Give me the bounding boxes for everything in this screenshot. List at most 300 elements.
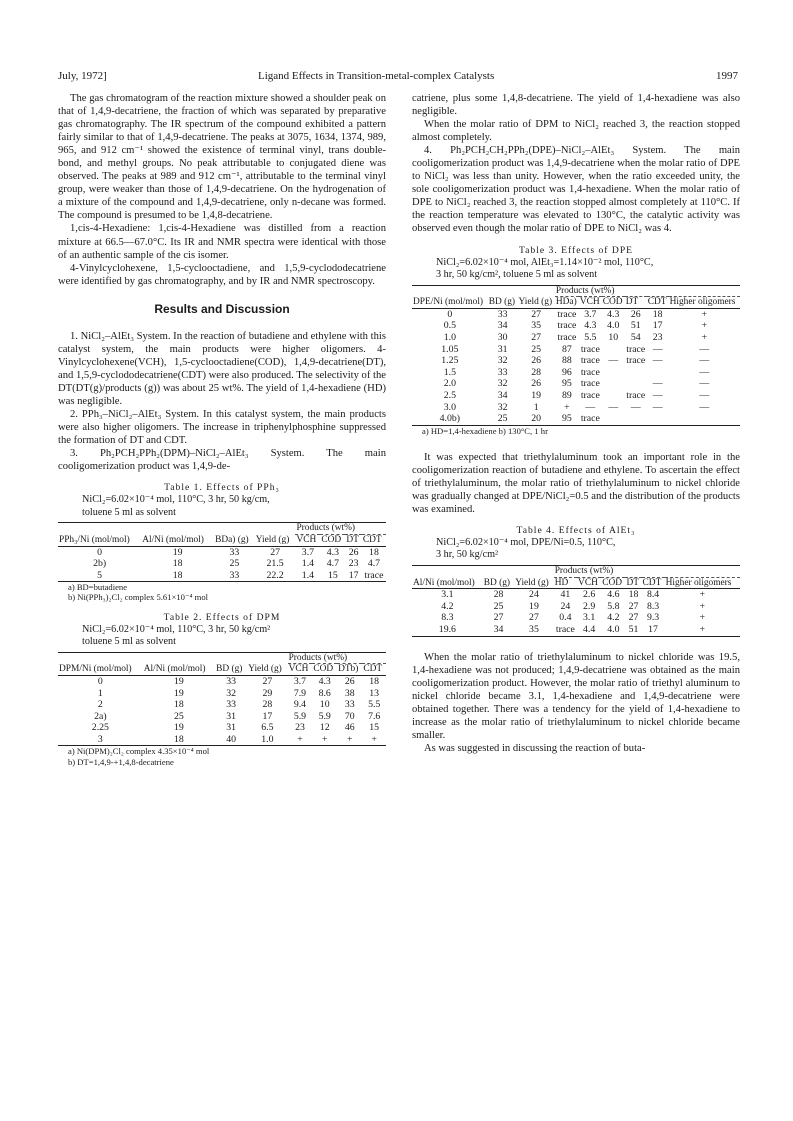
table-cell: 19 — [174, 722, 184, 734]
column-header: DT — [626, 577, 639, 588]
table-cell: 25 — [531, 343, 542, 355]
table-cell: 33 — [344, 699, 355, 711]
table-cell: 87 — [561, 343, 572, 355]
paragraph: The gas chromatogram of the reaction mixture showed a shoulder peak on that of 1,4,9-decatriene, the fraction of which was separated by preparative gas chromatography. The IR spectrum of the compound exhibited a pattern fairly similar to that of 1,4,9-decatriene. The peaks at 3075, 1634, 1374, 989, 965, and 912 cm⁻¹ showed the existence of terminal vinyl, trans double-bond, and methyl groups. No peak attributable to conjugated diene was observed. The peaks at 989 and 912 cm⁻¹, attributable to the terminal vinyl group, were weaker than those of 1,4,9-decatriene. On the hydrogenation of a mixture of the compound and 1,4,9-decatriene, only n-decane was formed. The compound is presumed to be 1,4,8-decatriene. — [58, 93, 386, 222]
table-cell: 17 — [262, 710, 273, 722]
column-header: COD — [313, 664, 334, 675]
table-cell: 15 — [327, 569, 338, 581]
table-cell: 23 — [348, 558, 359, 570]
table-cell: 5.8 — [607, 600, 620, 612]
table-cell: 89 — [561, 389, 572, 401]
table-cell: 3.7 — [293, 675, 307, 687]
table-cell: 2.0 — [443, 378, 456, 390]
table-cell: 29 — [262, 687, 273, 699]
table-cell: 28 — [262, 699, 273, 711]
table-cell: 34 — [493, 623, 504, 635]
table-cell: trace — [580, 355, 600, 367]
table-cell: 33 — [226, 675, 237, 687]
table-title: Table 4. Effects of AlEt₃ — [516, 524, 636, 536]
table-cell: 8.3 — [646, 600, 660, 612]
data-table — [58, 522, 386, 582]
table-cell: — — [630, 401, 641, 413]
table-cell: 27 — [270, 546, 281, 558]
table-row — [412, 332, 740, 344]
table-cell: 1 — [97, 687, 103, 699]
table-cell: 1.4 — [301, 558, 315, 570]
table-row — [58, 558, 386, 570]
paragraph: As was suggested in discussing the reaction of buta- — [424, 742, 646, 754]
column-header: BD (g) — [216, 664, 243, 675]
table-row — [412, 344, 740, 356]
column-header: PPh₃/Ni (mol/mol) — [59, 534, 130, 545]
table-cell: trace — [580, 389, 600, 401]
table-cell: 4.0 — [607, 320, 620, 332]
table-cell: trace — [580, 378, 600, 390]
table-cell: — — [608, 401, 619, 413]
table-cell: trace — [626, 389, 646, 401]
table-cell: 3.1 — [583, 612, 596, 624]
column-header: HD — [554, 577, 569, 588]
table-conditions: NiCl₂=6.02×10⁻⁴ mol, DPE/Ni=0.5, 110°C, — [436, 536, 616, 548]
table-cell: 19 — [174, 675, 184, 687]
table-cell: 30 — [497, 331, 508, 343]
table-cell: 5 — [97, 569, 103, 581]
column-header: VCH — [288, 664, 309, 675]
table-footnote: a) BD=butadiene — [68, 582, 128, 593]
table-cell — [602, 378, 625, 390]
table-cell: 9.3 — [646, 612, 660, 624]
table-cell: 33 — [497, 308, 508, 320]
table-row — [412, 308, 740, 320]
table-cell: 3.1 — [441, 589, 454, 601]
table-cell: — — [608, 355, 619, 367]
table-cell: 4.3 — [607, 308, 620, 320]
table-cell: 1.25 — [441, 355, 459, 367]
column-header: Al/Ni (mol/mol) — [143, 664, 206, 675]
table-cell: 1.4 — [301, 569, 315, 581]
table-row — [412, 378, 740, 390]
data-table — [412, 285, 740, 426]
table-cell: 5.5 — [584, 331, 597, 343]
table-cell: 3.0 — [443, 401, 456, 413]
column-group-header: Products (wt%) — [554, 565, 740, 577]
table-cell: 96 — [561, 366, 572, 378]
column-header: CDT — [363, 664, 383, 675]
table-cell: — — [699, 401, 710, 413]
column-header: DPE/Ni (mol/mol) — [413, 297, 484, 308]
table-cell: 2.9 — [583, 600, 596, 612]
table-cell: 26 — [531, 355, 542, 367]
table-row — [58, 546, 386, 558]
column-header: HDa) — [555, 297, 577, 308]
table-cell: 19.6 — [438, 623, 456, 635]
table-cell: 35 — [529, 623, 539, 635]
column-header: Yield (g) — [515, 577, 549, 588]
section-heading: Results and Discussion — [154, 301, 290, 316]
table-cell: 31 — [226, 710, 237, 722]
column-header: Yield (g) — [248, 664, 282, 675]
paragraph: 3. Ph₂PCH₂PPh₂(DPM)–NiCl₂–AlEt₃ System. The main cooligomerization product was 1,4,9-de- — [58, 448, 386, 473]
table-cell: 33 — [229, 546, 240, 558]
table-cell: — — [699, 378, 710, 390]
table-cell: 51 — [628, 623, 639, 635]
table-cell: 51 — [630, 320, 641, 332]
paragraph: When the molar ratio of DPM to NiCl₂ reached 3, the reaction stopped almost completely. — [412, 119, 740, 144]
table-conditions: toluene 5 ml as solvent — [82, 506, 176, 518]
table-cell: 18 — [172, 569, 183, 581]
table-cell: 8.4 — [646, 589, 660, 601]
table-footnote: a) Ni(DPM)₂Cl₂ complex 4.35×10⁻⁴ mol — [68, 746, 210, 757]
table-cell: 22.2 — [266, 569, 284, 581]
table-cell: 28 — [531, 366, 542, 378]
data-table — [58, 652, 386, 747]
table-row — [412, 612, 740, 624]
table-cell: 21.5 — [266, 558, 284, 570]
table-cell: + — [297, 733, 303, 745]
table-cell: — — [699, 343, 710, 355]
table-cell: 18 — [628, 589, 639, 601]
table-cell: + — [321, 733, 328, 745]
table-cell: trace — [557, 320, 577, 332]
table-cell: 4.4 — [583, 623, 596, 635]
table-cell: 0 — [447, 308, 453, 320]
table-cell: 28 — [493, 589, 504, 601]
table-cell: + — [701, 331, 708, 343]
table-cell: 35 — [531, 320, 542, 332]
paragraph: 4-Vinylcyclohexene, 1,5-cyclooctadiene, and 1,5,9-cyclododecatriene were identified by gas chromatography, and by IR and NMR spectroscopy. — [58, 262, 386, 287]
table-row — [412, 367, 740, 379]
table-cell: 4.7 — [367, 558, 381, 570]
table-cell: trace — [626, 355, 646, 367]
table-cell: 88 — [561, 355, 572, 367]
column-header: Yield (g) — [255, 534, 290, 545]
table-cell: 33 — [229, 569, 240, 581]
table-cell: 3 — [97, 733, 103, 745]
table-cell: + — [699, 589, 706, 601]
table-cell: 4.6 — [607, 589, 620, 601]
table-cell: + — [701, 320, 708, 332]
table-cell: 0 — [97, 675, 103, 687]
table-cell — [602, 344, 625, 356]
table-cell: 18 — [369, 546, 379, 558]
table-cell: 54 — [630, 331, 641, 343]
column-header: DTb) — [338, 664, 359, 675]
table-cell: + — [371, 733, 377, 745]
table-cell: 1.0 — [261, 733, 274, 745]
table-cell: 27 — [493, 612, 504, 624]
column-header: CDT — [647, 297, 667, 308]
left-column — [58, 92, 386, 767]
table-cell: trace — [580, 413, 600, 425]
page-number: 1997 — [716, 70, 738, 82]
table-conditions: toluene 5 ml as solvent — [82, 636, 176, 648]
table-cell: 46 — [344, 722, 355, 734]
table-cell: 4.3 — [326, 546, 339, 558]
table-cell: 27 — [262, 675, 273, 687]
paragraph: When the molar ratio of triethylaluminum to nickel chloride was 19.5, 1,4-hexadiene was not produced; 1,4,9-decatriene was obtained as the main cooligomerization product. However, the molar ratio of triethyl aluminum to nickel chloride became 3.1, 1,4-hexadiene and 1,4,9-decatriene were obtained together. There was a tendency for the yield of 1,4-hexadiene to increase as the molar ratio of triethylaluminum to nickel chloride became smaller. — [412, 651, 740, 741]
table-cell — [647, 413, 669, 425]
running-header — [58, 70, 738, 84]
table-row — [412, 320, 740, 332]
header-date: July, 1972] — [58, 70, 107, 82]
table-cell: trace — [580, 366, 600, 378]
table-cell: 24 — [529, 589, 539, 601]
table-cell: 9.4 — [293, 699, 307, 711]
table-cell: 19 — [172, 546, 183, 558]
column-header: VCH — [296, 534, 317, 545]
column-header: VCH — [578, 577, 598, 588]
table-cell: 12 — [319, 722, 330, 734]
table-footnote: a) HD=1,4-hexadiene b) 130°C, 1 hr — [422, 425, 548, 436]
column-header: BD (g) — [483, 577, 511, 588]
column-header: Higher oligomers — [665, 577, 732, 588]
table-cell: 32 — [226, 687, 237, 699]
table-cell: 27 — [529, 612, 539, 624]
column-header: DT — [346, 534, 359, 545]
table-cell: 26 — [348, 546, 359, 558]
column-header: Yield (g) — [518, 297, 553, 308]
column-header: COD — [602, 577, 623, 588]
table-cell: 31 — [497, 343, 508, 355]
column-header: Higher oligomers — [669, 297, 736, 308]
table-cell: + — [346, 733, 353, 745]
table-row — [412, 390, 740, 402]
right-column — [412, 92, 740, 755]
table-cell: 7.6 — [368, 710, 381, 722]
table-conditions: 3 hr, 50 kg/cm², toluene 5 ml as solvent — [436, 269, 598, 281]
table-row — [58, 699, 386, 711]
table-cell: 26 — [630, 308, 641, 320]
table-row — [58, 711, 386, 723]
paragraph: It was expected that triethylaluminum took an important role in the cooligomerization reaction of butadiene and ethylene. To ascertain the effect of triethylaluminum, the molar ratio of triethylaluminum to nickel chloride was gradually changed at DPE/NiCl₂=0.5 and the distribution of the products was examined. — [412, 451, 740, 515]
table-cell: + — [564, 401, 570, 413]
table-cell: 33 — [226, 699, 237, 711]
table-cell: 0 — [97, 546, 103, 558]
column-header: CDT — [642, 577, 662, 588]
table-cell: 38 — [344, 687, 355, 699]
table-conditions: NiCl₂=6.02×10⁻⁴ mol, 110°C, 3 hr, 50 kg/cm, — [82, 494, 270, 506]
table-cell — [669, 413, 740, 425]
table-cell: 17 — [648, 623, 658, 635]
table-row — [58, 675, 386, 687]
table-cell: 6.5 — [261, 722, 274, 734]
table-row — [58, 570, 386, 582]
paragraph: 4. Ph₂PCH₂CH₂PPh₂(DPE)–NiCl₂–AlEt₃ System. The main cooligomerization product was 1,4,9-decatriene when the molar ratio of DPE to NiCl₂ was less than unity. However, when the ratio exceeded unity, the sole cooligomerization product was 1,4-hexadiene. When the molar ratio of DPE to NiCl₂ reached 3, the reaction stopped almost completely at 110°C. If the reaction temperature was elevated to 130°C, the catalytic activity was observed even though the molar ratio of DPE to NiCl₂ was 4. — [412, 145, 740, 235]
table-cell: trace — [557, 308, 577, 320]
table-cell: 26 — [531, 378, 542, 390]
table-cell: — — [699, 389, 710, 401]
table-conditions: NiCl₂=6.02×10⁻⁴ mol, AlEt₃=1.14×10⁻² mol, 110°C, — [436, 256, 654, 268]
header-title: Ligand Effects in Transition-metal-complex Catalysts — [258, 70, 495, 82]
table-3 — [412, 244, 740, 437]
column-group-header: Products (wt%) — [555, 285, 740, 297]
table-cell: 4.3 — [584, 320, 597, 332]
table-cell: — — [652, 389, 663, 401]
table-cell: 8.6 — [318, 687, 331, 699]
column-header: CDT — [362, 534, 382, 545]
table-cell: 1 — [533, 401, 539, 413]
table-cell: 0.5 — [443, 320, 456, 332]
table-cell: 40 — [226, 733, 237, 745]
table-cell — [625, 367, 647, 379]
paragraph: 1,cis-4-Hexadiene: 1,cis-4-Hexadiene was distilled from a reaction mixture at 66.5—67.0°C. Its IR and NMR spectra were identical with those of an authentic sample of the cis isomer. — [58, 223, 386, 261]
table-title: Table 3. Effects of DPE — [518, 244, 634, 256]
table-cell: 27 — [531, 308, 542, 320]
table-cell: 23 — [652, 331, 663, 343]
column-group-header: Products (wt%) — [295, 523, 386, 535]
column-header: BD (g) — [488, 297, 516, 308]
table-cell: 19 — [529, 600, 539, 612]
table-cell: 4.7 — [326, 558, 339, 570]
table-cell: trace — [626, 343, 646, 355]
table-cell: — — [652, 401, 663, 413]
table-cell: trace — [557, 331, 577, 343]
table-cell: 4.0b) — [439, 413, 461, 425]
table-row — [412, 413, 740, 425]
table-row — [412, 624, 740, 636]
column-header: DPM/Ni (mol/mol) — [59, 664, 132, 675]
table-cell: trace — [555, 623, 575, 635]
data-table — [412, 565, 740, 637]
table-row — [58, 734, 386, 746]
table-row — [412, 601, 740, 613]
table-cell: 1.05 — [441, 343, 459, 355]
table-cell: 4.2 — [607, 612, 620, 624]
table-cell: — — [585, 401, 596, 413]
table-cell — [602, 367, 625, 379]
table-cell: 17 — [652, 320, 663, 332]
table-row — [412, 402, 740, 414]
table-cell: 19 — [531, 389, 542, 401]
table-cell: 3.7 — [584, 308, 597, 320]
table-cell: 20 — [531, 413, 542, 425]
table-cell: 95 — [561, 413, 572, 425]
table-cell: 32 — [497, 401, 508, 413]
table-cell: 24 — [560, 600, 571, 612]
table-cell: 3.7 — [301, 546, 315, 558]
table-footnote: b) DT=1,4,9-+1,4,8-decatriene — [68, 756, 174, 767]
table-conditions: NiCl₂=6.02×10⁻⁴ mol, 110°C, 3 hr, 50 kg/cm² — [82, 623, 271, 635]
table-cell: 19 — [174, 687, 184, 699]
table-1 — [58, 481, 386, 602]
table-cell: — — [652, 343, 663, 355]
table-title: Table 1. Effects of PPh₃ — [164, 482, 280, 494]
table-cell: 32 — [497, 378, 508, 390]
table-cell: 23 — [295, 722, 305, 734]
table-cell: 25 — [497, 413, 508, 425]
table-cell: 31 — [226, 722, 237, 734]
column-group-header: Products (wt%) — [288, 652, 386, 664]
table-cell: 17 — [348, 569, 359, 581]
table-row — [58, 722, 386, 734]
table-cell: 18 — [172, 558, 183, 570]
table-cell: 34 — [497, 389, 508, 401]
table-cell: 8.3 — [441, 612, 454, 624]
table-cell: 15 — [369, 722, 380, 734]
column-header: Al/Ni (mol/mol) — [142, 534, 204, 545]
table-cell: 27 — [531, 331, 542, 343]
table-cell: + — [699, 612, 706, 624]
table-cell: trace — [364, 569, 384, 581]
column-header: BDa) (g) — [215, 534, 249, 545]
table-cell: + — [699, 600, 706, 612]
table-cell: 18 — [369, 675, 380, 687]
table-cell — [647, 367, 669, 379]
table-title: Table 2. Effects of DPM — [163, 611, 281, 623]
table-cell — [625, 413, 647, 425]
table-cell: — — [652, 378, 663, 390]
table-cell: 0.4 — [559, 612, 572, 624]
table-cell: 26 — [344, 675, 355, 687]
table-cell: 25 — [493, 600, 504, 612]
table-cell: 5.9 — [318, 710, 331, 722]
table-cell: — — [699, 366, 710, 378]
column-header: COD — [321, 534, 342, 545]
table-conditions: 3 hr, 50 kg/cm² — [436, 549, 499, 561]
table-cell: 7.9 — [293, 687, 307, 699]
table-cell: 32 — [497, 355, 508, 367]
table-cell: 27 — [628, 612, 639, 624]
table-cell: 2 — [97, 699, 103, 711]
table-cell: 5.9 — [293, 710, 307, 722]
table-2 — [58, 611, 386, 767]
table-cell: 2b) — [93, 558, 107, 570]
paragraph: 1. NiCl₂–AlEt₃ System. In the reaction of butadiene and ethylene with this catalyst system, the main products were higher oligomers. 4-Vinylcyclohexene(VCH), 1,5-cyclooctadiene(COD), 1,4,9-decatriene(DT), and 1,5,9-cyclododecatriene(CDT) were also produced. The selectivity of the DT(DT(g)/products (g)) was about 25 wt%. The yield of 1,4-hexadiene (HD) was negligible. — [58, 330, 386, 407]
table-cell: 4.2 — [441, 600, 454, 612]
table-cell: 18 — [652, 308, 663, 320]
table-cell: 95 — [561, 378, 572, 390]
table-cell: 25 — [174, 710, 184, 722]
table-cell: 2.25 — [91, 722, 109, 734]
table-cell: 33 — [497, 366, 508, 378]
table-cell — [625, 378, 647, 390]
table-cell: 13 — [369, 687, 380, 699]
table-cell: 2.5 — [443, 389, 456, 401]
table-footnote: b) Ni(PPh₃)₂Cl₂ complex 5.61×10⁻⁴ mol — [68, 592, 209, 603]
column-header: COD — [602, 297, 623, 308]
column-header: DT — [625, 297, 639, 308]
table-row — [412, 355, 740, 367]
table-cell: + — [699, 623, 706, 635]
table-cell: 10 — [319, 699, 330, 711]
table-cell: — — [652, 355, 663, 367]
table-cell: + — [701, 308, 708, 320]
table-cell: trace — [580, 343, 600, 355]
table-cell: 4.3 — [318, 675, 331, 687]
table-row — [58, 688, 386, 700]
table-cell: 41 — [560, 589, 571, 601]
table-cell: 2.6 — [583, 589, 596, 601]
column-header: VCH — [579, 297, 600, 308]
table-cell: 5.5 — [368, 699, 381, 711]
paragraph: catriene, plus some 1,4,8-decatriene. The yield of 1,4-hexadiene was also negligible. — [412, 93, 740, 118]
table-cell: 1.5 — [443, 366, 456, 378]
column-header: Al/Ni (mol/mol) — [413, 577, 475, 588]
table-cell: 1.0 — [443, 331, 456, 343]
table-cell: 10 — [608, 331, 619, 343]
table-cell — [602, 390, 625, 402]
table-cell: 27 — [628, 600, 639, 612]
table-cell: 18 — [174, 733, 184, 745]
table-cell: 2a) — [94, 710, 107, 722]
table-cell: 70 — [344, 710, 355, 722]
table-row — [412, 589, 740, 601]
table-cell: — — [699, 355, 710, 367]
table-cell: 25 — [229, 558, 240, 570]
paragraph: 2. PPh₃–NiCl₂–AlEt₃ System. In this catalyst system, the main products were also higher oligomers. The increase in triphenylphosphine suppressed the formation of DT and CDT. — [58, 409, 386, 447]
table-cell — [602, 413, 625, 425]
table-4 — [412, 524, 740, 637]
